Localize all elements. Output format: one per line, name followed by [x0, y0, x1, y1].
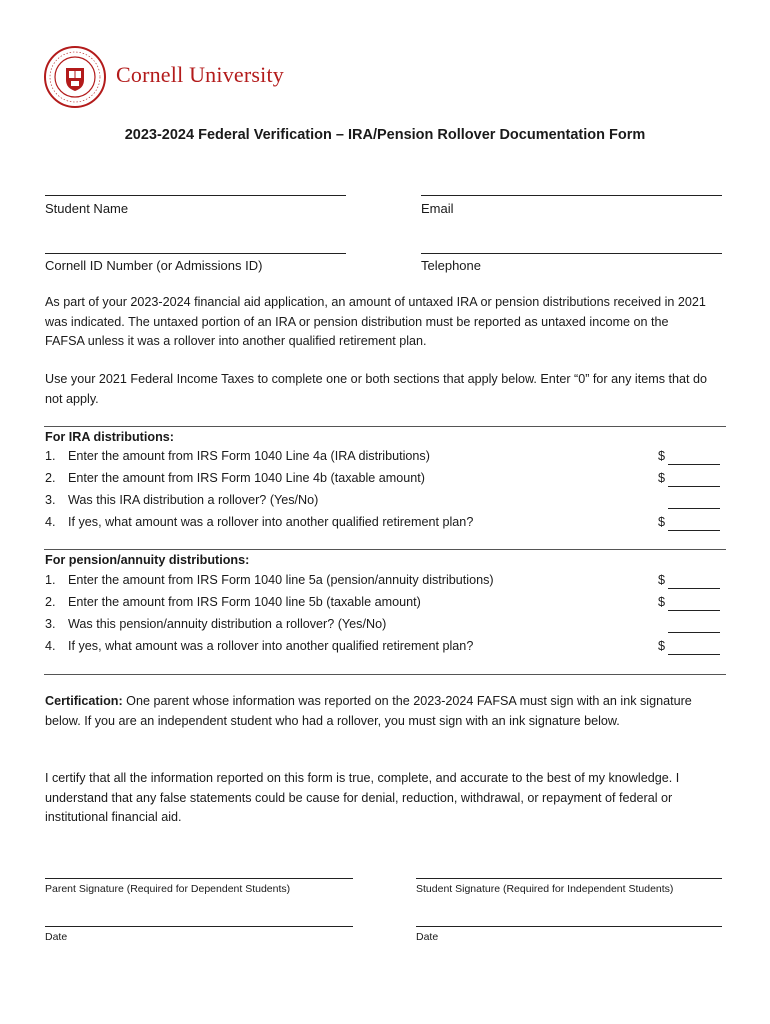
parent-date-label: Date — [45, 931, 68, 943]
ira-amount-4-field[interactable] — [658, 515, 720, 531]
item-number: 2. — [45, 595, 56, 609]
ira-item-4 — [45, 515, 473, 529]
cornell-seal-logo — [44, 46, 106, 108]
item-number: 4. — [45, 515, 56, 529]
pension-amount-2-field[interactable] — [658, 595, 720, 611]
item-number: 3. — [45, 617, 56, 631]
intro-paragraph: As part of your 2023-2024 financial aid application, an amount of untaxed IRA or pension distributions received in 2021 was indicated. The untaxed portion of an IRA or pension distribution must be reported as untaxed income on the FAFSA unless it was a rollover into another qualified retirement plan. — [45, 295, 706, 348]
item-text: Enter the amount from IRS Form 1040 line 5b (taxable amount) — [68, 595, 421, 609]
pension-item-3 — [45, 617, 386, 631]
pension-amount-1-field[interactable] — [658, 573, 720, 589]
form-title: 2023-2024 Federal Verification – IRA/Pension Rollover Documentation Form — [124, 127, 646, 143]
student-date-field[interactable] — [416, 926, 722, 927]
dollar-sign: $ — [658, 573, 666, 587]
item-text: Was this IRA distribution a rollover? (Yes/No) — [68, 493, 319, 507]
instructions-paragraph: Use your 2021 Federal Income Taxes to complete one or both sections that apply below. Enter “0” for any items that do not apply. — [45, 372, 708, 406]
ira-item-2 — [45, 471, 425, 485]
section-divider — [44, 426, 726, 427]
pension-section-title: For pension/annuity distributions: — [45, 553, 250, 567]
section-divider — [44, 674, 726, 675]
item-text: Was this pension/annuity distribution a rollover? (Yes/No) — [68, 617, 387, 631]
ira-item-1 — [45, 449, 430, 463]
item-text: Enter the amount from IRS Form 1040 Line 4b (taxable amount) — [68, 471, 426, 485]
dollar-sign: $ — [658, 471, 666, 485]
cornell-id-field[interactable] — [45, 253, 346, 254]
student-signature-field[interactable] — [416, 878, 722, 879]
section-divider — [44, 549, 726, 550]
student-signature-label: Student Signature (Required for Independent Students) — [416, 883, 674, 895]
item-text: If yes, what amount was a rollover into another qualified retirement plan? — [68, 639, 474, 653]
dollar-sign: $ — [658, 515, 666, 529]
item-number: 1. — [45, 573, 56, 587]
certification-text: One parent whose information was reported on the 2023-2024 FAFSA must sign with an ink signature below. If you are an independent student who had a rollover, you must sign with an ink signature below. — [45, 694, 692, 728]
parent-signature-field[interactable] — [45, 878, 353, 879]
brand-name: Cornell University — [116, 62, 284, 87]
pension-item-1 — [45, 573, 494, 587]
student-name-field[interactable] — [45, 195, 346, 196]
email-label: Email — [421, 201, 454, 216]
dollar-sign: $ — [658, 449, 666, 463]
dollar-sign: $ — [658, 639, 666, 653]
pension-amount-4-field[interactable] — [658, 639, 720, 655]
dollar-sign: $ — [658, 595, 666, 609]
item-number: 3. — [45, 493, 56, 507]
telephone-field[interactable] — [421, 253, 722, 254]
pension-rollover-yesno-field[interactable] — [658, 617, 720, 633]
certification-heading: Certification: — [45, 694, 123, 708]
parent-date-field[interactable] — [45, 926, 353, 927]
ira-item-3 — [45, 493, 318, 507]
item-text: Enter the amount from IRS Form 1040 Line 4a (IRA distributions) — [68, 449, 430, 463]
item-text: Enter the amount from IRS Form 1040 line 5a (pension/annuity distributions) — [68, 573, 494, 587]
ira-rollover-yesno-field[interactable] — [658, 493, 720, 509]
item-number: 4. — [45, 639, 56, 653]
cornell-id-label: Cornell ID Number (or Admissions ID) — [45, 258, 263, 273]
student-date-label: Date — [416, 931, 439, 943]
email-field[interactable] — [421, 195, 722, 196]
certification-paragraph — [45, 692, 710, 731]
parent-signature-label: Parent Signature (Required for Dependent Students) — [45, 883, 291, 895]
ira-section-title: For IRA distributions: — [45, 430, 174, 444]
ira-amount-1-field[interactable] — [658, 449, 720, 465]
certify-statement: I certify that all the information reported on this form is true, complete, and accurate to the best of my knowledge. I understand that any false statements could be cause for denial, reduction, withdrawal, or repayment of federal or institutional financial aid. — [45, 771, 680, 824]
pension-item-2 — [45, 595, 421, 609]
item-number: 1. — [45, 449, 56, 463]
pension-item-4 — [45, 639, 473, 653]
telephone-label: Telephone — [421, 258, 481, 273]
ira-amount-2-field[interactable] — [658, 471, 720, 487]
item-text: If yes, what amount was a rollover into another qualified retirement plan? — [68, 515, 474, 529]
item-number: 2. — [45, 471, 56, 485]
student-name-label: Student Name — [45, 201, 129, 216]
